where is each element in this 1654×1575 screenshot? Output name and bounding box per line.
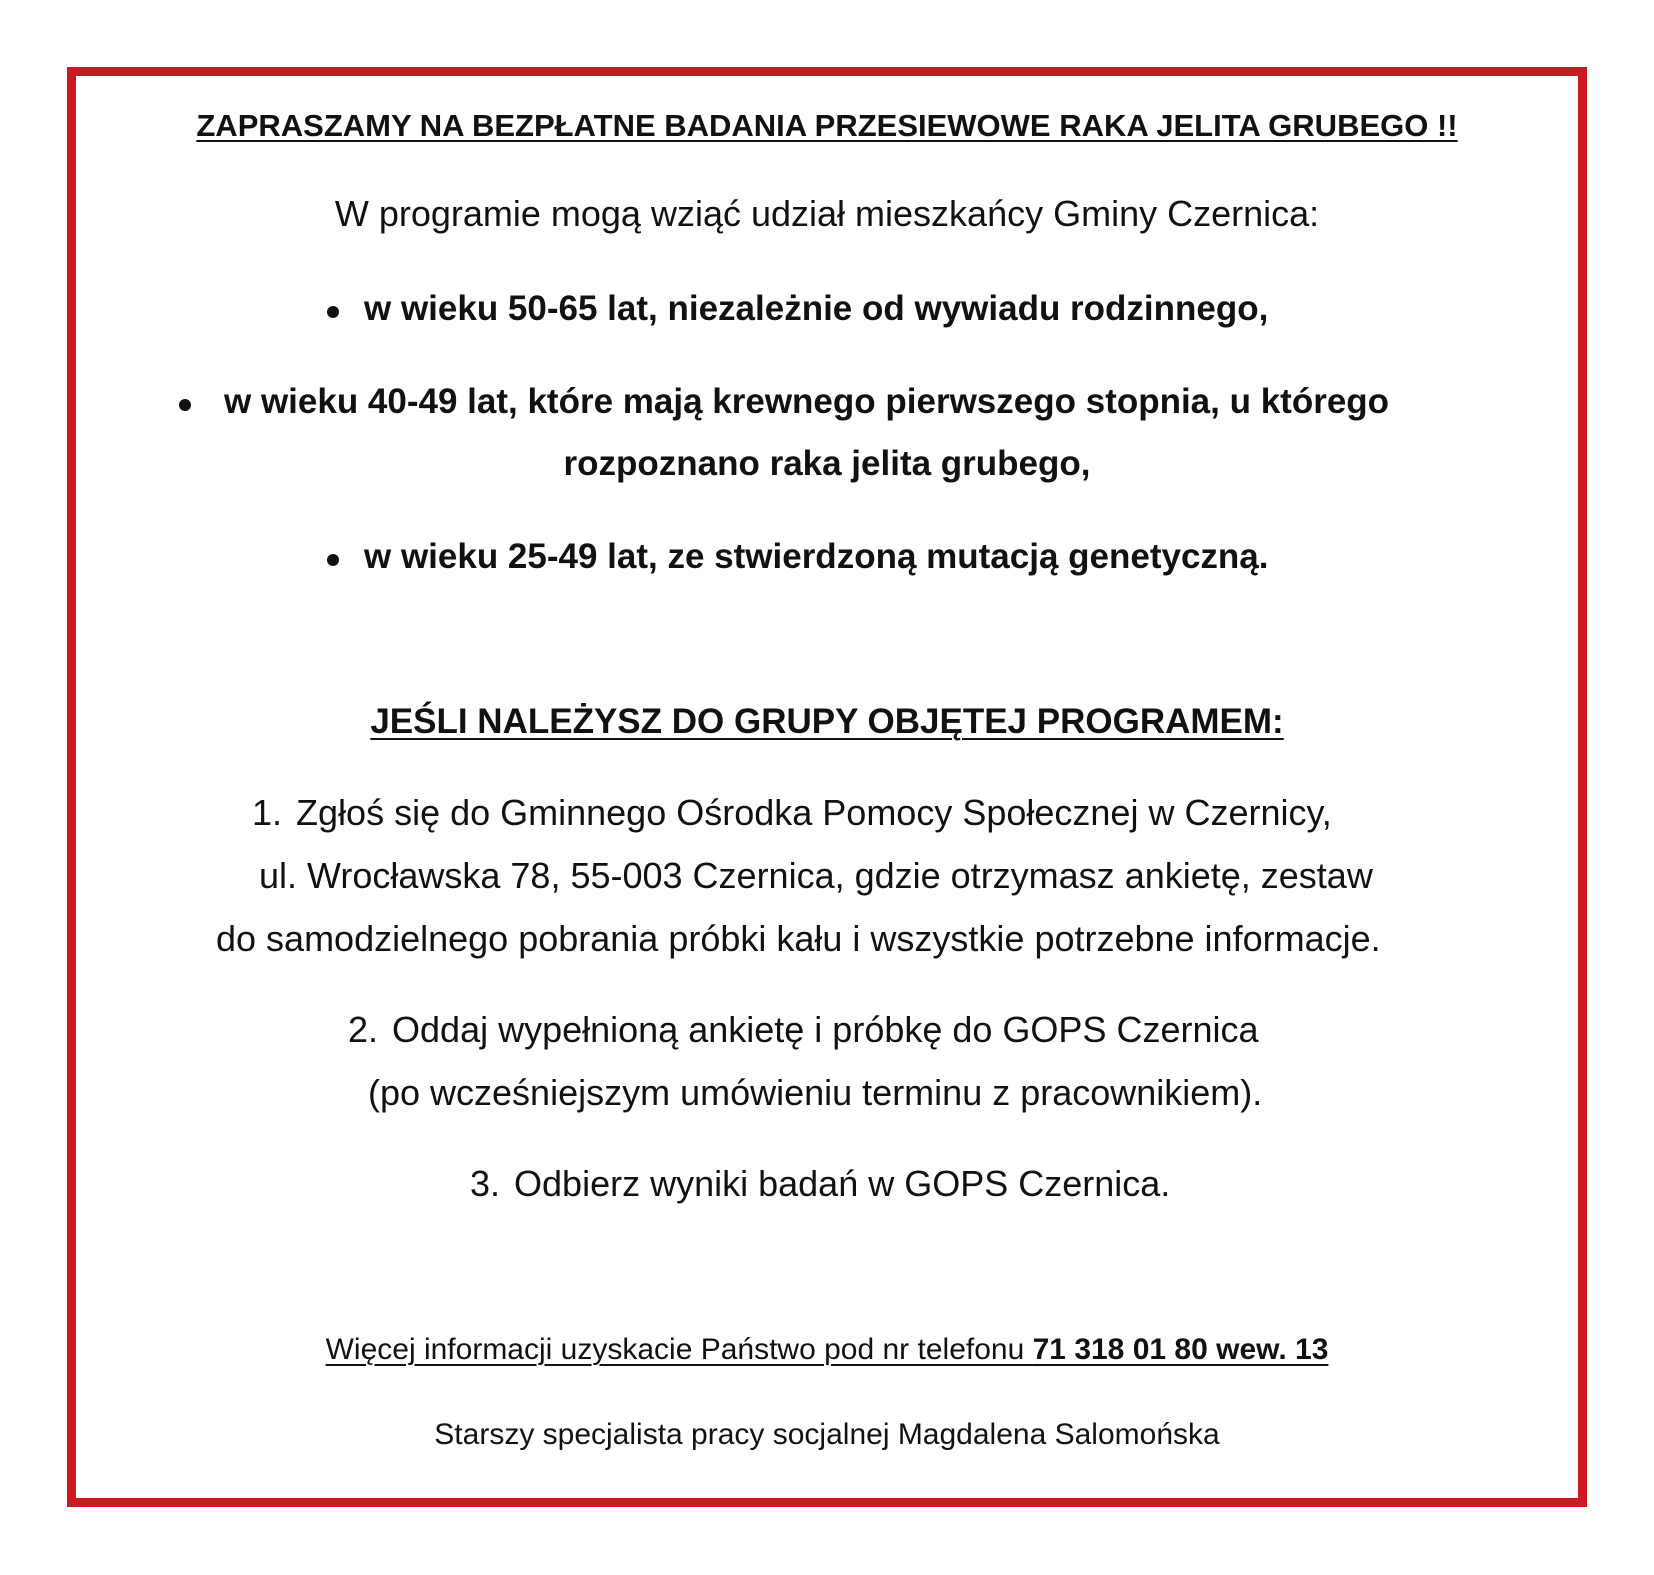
bullet-dot-icon bbox=[327, 554, 339, 566]
step-3-number: 3. bbox=[470, 1163, 501, 1204]
red-border-frame bbox=[67, 67, 1587, 1507]
contact-phone: 71 318 01 80 wew. 13 bbox=[1032, 1333, 1329, 1366]
step-2-line-1 bbox=[348, 1009, 1548, 1051]
criteria-item-3: w wieku 25-49 lat, ze stwierdzoną mutacją genetyczną. bbox=[364, 537, 1269, 576]
step-2-text: Oddaj wypełnioną ankietę i próbkę do GOPS Czernica bbox=[392, 1009, 1259, 1050]
criteria-item-2-line-1: w wieku 40-49 lat, które mają krewnego pierwszego stopnia, u którego bbox=[224, 382, 1390, 421]
criteria-item-1: w wieku 50-65 lat, niezależnie od wywiadu rodzinnego, bbox=[364, 289, 1269, 328]
bullet-dot-icon bbox=[179, 399, 191, 411]
step-1-line-2: ul. Wrocławska 78, 55-003 Czernica, gdzie otrzymasz ankietę, zestaw bbox=[259, 855, 1373, 896]
program-subtitle: JEŚLI NALEŻYSZ DO GRUPY OBJĘTEJ PROGRAMEM: bbox=[370, 702, 1284, 741]
contact-info bbox=[0, 1333, 1654, 1367]
bullet-dot-icon bbox=[327, 306, 339, 318]
contact-text: Więcej informacji uzyskacie Państwo pod nr telefonu bbox=[325, 1333, 1033, 1366]
step-3-line-1 bbox=[470, 1163, 1470, 1205]
step-1-line-3: do samodzielnego pobrania próbki kału i wszystkie potrzebne informacje. bbox=[216, 918, 1381, 959]
step-2-number: 2. bbox=[348, 1009, 379, 1050]
poster-title: ZAPRASZAMY NA BEZPŁATNE BADANIA PRZESIEWOWE RAKA JELITA GRUBEGO !! bbox=[196, 108, 1458, 143]
intro-text: W programie mogą wziąć udział mieszkańcy Gminy Czernica: bbox=[334, 193, 1320, 234]
step-2-line-2: (po wcześniejszym umówieniu terminu z pracownikiem). bbox=[368, 1072, 1263, 1113]
step-1-line-1 bbox=[252, 792, 1552, 834]
step-1-number: 1. bbox=[252, 792, 283, 833]
step-1-text: Zgłoś się do Gminnego Ośrodka Pomocy Społecznej w Czernicy, bbox=[296, 792, 1332, 833]
step-3-text: Odbierz wyniki badań w GOPS Czernica. bbox=[514, 1163, 1171, 1204]
criteria-item-2-line-2: rozpoznano raka jelita grubego, bbox=[563, 444, 1091, 483]
signature: Starszy specjalista pracy socjalnej Magdalena Salomońska bbox=[434, 1418, 1220, 1451]
